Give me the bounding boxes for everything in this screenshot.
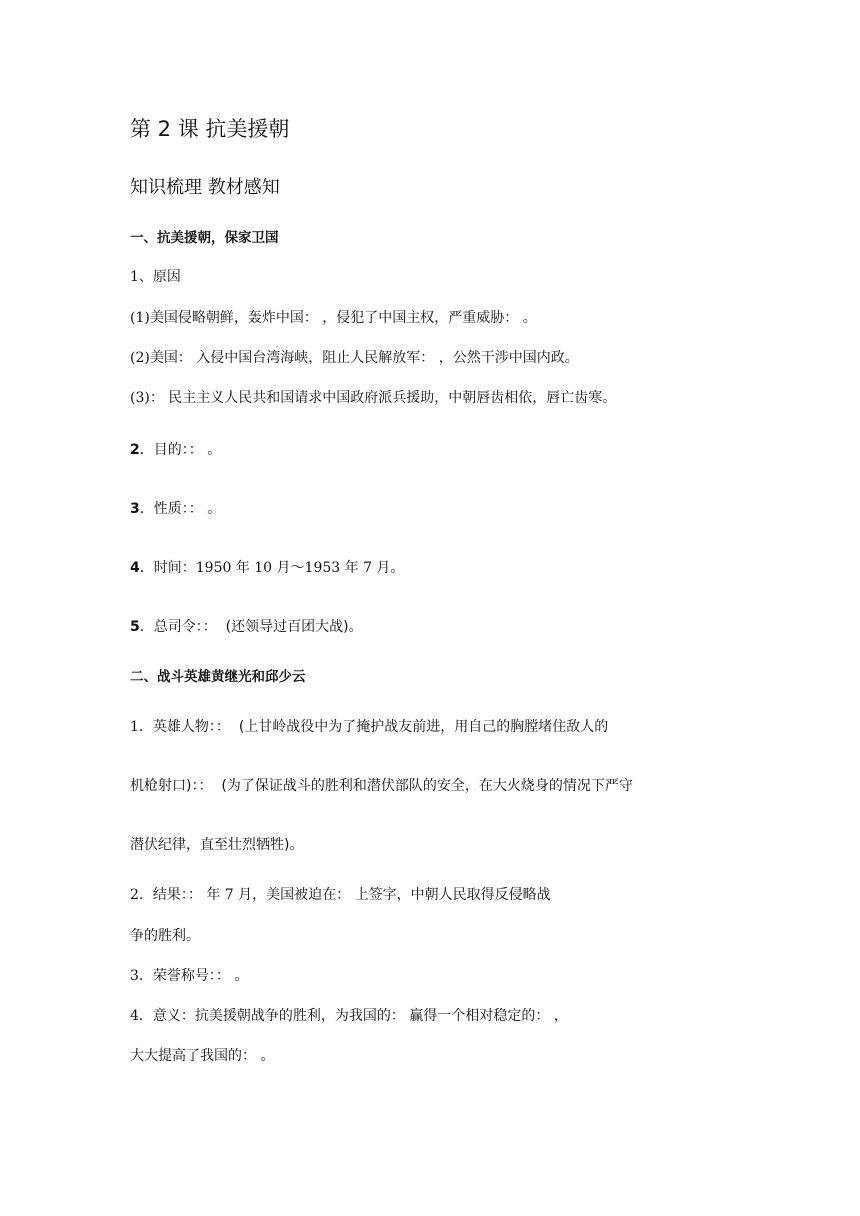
reason-2: (2)美国： 入侵中国台湾海峡，阻止人民解放军： ，公然干涉中国内政。 [130, 350, 579, 366]
item-number: 3 [130, 501, 140, 517]
heroes-gun-port: 机枪射口)：： [130, 778, 213, 794]
heroes-line-2 [130, 777, 633, 795]
item-commander [130, 618, 363, 636]
heroes-label: 1．英雄人物：： [130, 719, 230, 735]
reason-1: (1)美国侵略朝鲜，轰炸中国： ，侵犯了中国主权，严重威胁： 。 [130, 310, 537, 326]
item-number: 4 [130, 560, 140, 576]
reason-3: (3)： 民主主义人民共和国请求中国政府派兵援助，中朝唇齿相依，唇亡齿寒。 [130, 390, 617, 406]
heroes-desc-1: (上甘岭战役中为了掩护战友前进，用自己的胸膛堵住敌人的 [238, 719, 609, 735]
item-text: ．时间：1950 年 10 月～1953 年 7 月。 [139, 560, 405, 576]
item-text: ．总司令：： [139, 619, 217, 635]
heroes-line-1 [130, 718, 608, 736]
heroes-desc-2: (为了保证战斗的胜利和潜伏部队的安全，在大火烧身的情况下严守 [221, 778, 633, 794]
item-number: 5 [130, 619, 140, 635]
item-nature [130, 500, 221, 518]
section-subtitle: 知识梳理 教材感知 [130, 177, 280, 198]
honor-line: 3．荣誉称号：： 。 [130, 968, 249, 984]
item-time [130, 559, 404, 577]
item-purpose [130, 441, 221, 459]
section-2-heading: 二、战斗英雄黄继光和邱少云 [130, 669, 306, 685]
result-line-1: 2．结果：： 年 7 月，美国被迫在： 上签字，中朝人民取得反侵略战 [130, 887, 551, 903]
item-text: ．性质：： 。 [139, 501, 222, 517]
meaning-line-2: 大大提高了我国的： 。 [130, 1048, 275, 1064]
result-line-2: 争的胜利。 [130, 928, 200, 944]
lesson-title: 第 2 课 抗美援朝 [130, 117, 290, 141]
section-1-heading: 一、抗美援朝，保家卫国 [130, 230, 279, 246]
meaning-line-1: 4．意义：抗美援朝战争的胜利，为我国的： 赢得一个相对稳定的： ， [130, 1008, 568, 1024]
item-text: ．目的：： 。 [139, 442, 222, 458]
item-note: (还领导过百团大战)。 [225, 619, 363, 635]
reason-heading: 1、原因 [130, 269, 181, 285]
item-number: 2 [130, 442, 140, 458]
heroes-line-3: 潜伏纪律，直至壮烈牺牲)。 [130, 837, 304, 853]
